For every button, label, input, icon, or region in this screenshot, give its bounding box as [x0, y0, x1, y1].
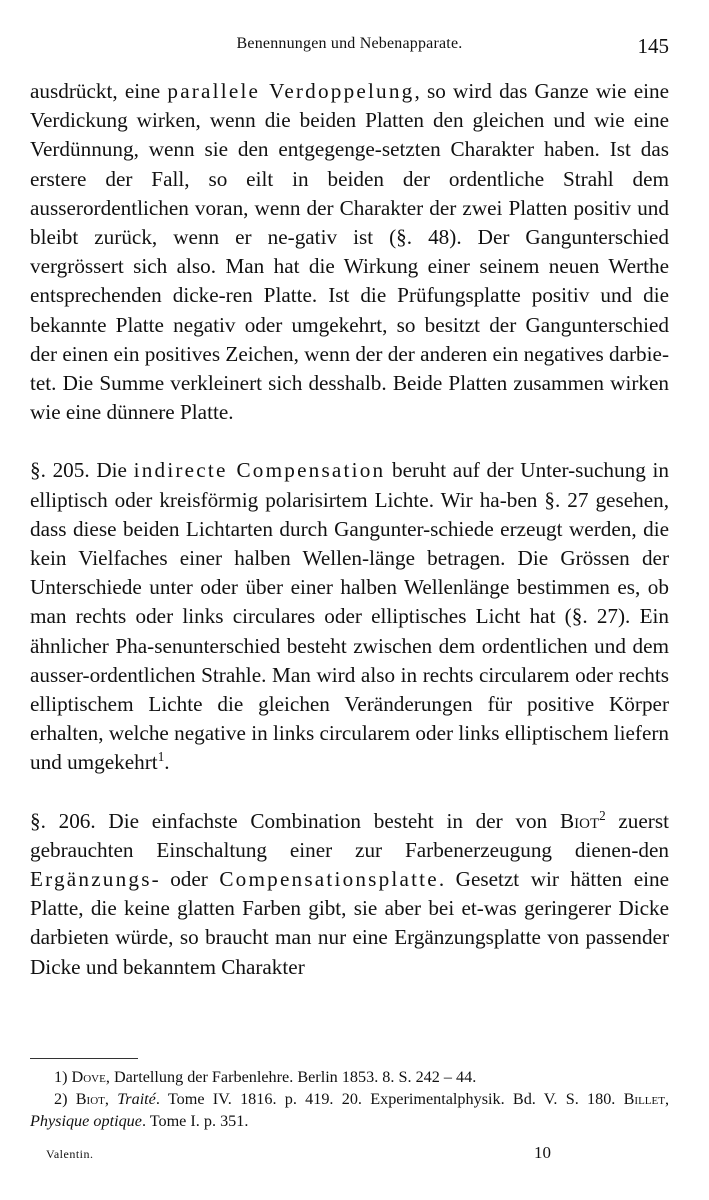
text-run: . Gesetzt wir hätten eine Platte, die keine glatten Farben gibt, sie aber bei et-was geringerer Dicke darbieten würde, so braucht man nur eine Ergänzungsplatte von passender Dicke und bekanntem Charakter	[30, 867, 669, 979]
author-name: Biot	[75, 1090, 105, 1108]
footnote-ref: 2	[599, 807, 606, 823]
paragraph-205	[30, 456, 669, 777]
footnote-number: 1)	[54, 1068, 68, 1086]
paragraph-continuation	[30, 77, 669, 427]
emphasized-term: parallele Verdoppelung	[167, 79, 415, 103]
footnote-ref: 1	[157, 749, 165, 765]
footnote-1	[30, 1066, 669, 1088]
work-title: Physique optique	[30, 1112, 142, 1130]
sheet-number: 10	[534, 1143, 551, 1162]
footnote-separator	[30, 1058, 138, 1059]
text-run: . Tome I. p. 351.	[141, 1112, 249, 1130]
text-run: zuerst gebrauchten Einschaltung einer zur Farbenerzeugung dienen-den	[30, 808, 669, 862]
text-run: ausdrückt, eine	[30, 79, 168, 103]
page-number: 145	[637, 34, 669, 58]
text-run: . Tome IV. 1816. p. 419. 20. Experimentalphysik. Bd. V. S. 180.	[155, 1090, 624, 1108]
author-name: Dove	[71, 1068, 106, 1086]
paragraph-gap	[30, 778, 669, 807]
emphasized-term: indirecte Compensation	[133, 458, 386, 483]
body-text	[30, 77, 669, 982]
footnote-2	[30, 1088, 669, 1132]
author-name: Biot	[559, 808, 600, 833]
work-title: Traité	[117, 1090, 156, 1108]
text-run: §. 205. Die	[30, 458, 134, 483]
author-name: Billet	[623, 1090, 665, 1108]
paragraph-206	[30, 807, 669, 982]
text-run: - oder	[151, 867, 220, 892]
footnotes	[30, 1066, 669, 1132]
text-run: .	[164, 750, 170, 775]
paragraph-gap	[30, 427, 669, 456]
running-title: Benennungen und Nebenapparate.	[236, 35, 463, 52]
footnote-number: 2)	[54, 1090, 68, 1108]
text-run: , Dartellung der Farbenlehre. Berlin 1853. 8. S. 242 – 44.	[105, 1068, 477, 1086]
page-header	[30, 28, 669, 58]
emphasized-term: Compensationsplatte	[219, 867, 439, 892]
printer-signature: Valentin.	[46, 1147, 94, 1161]
text-run: ,	[664, 1090, 670, 1108]
emphasized-term: Ergänzungs	[30, 867, 152, 892]
text-run: , so wird das Ganze wie eine Verdickung wirken, wenn die beiden Platten den gleichen und wie eine Verdünnung, wenn sie den entgegenge-setzten Charakter haben. Ist das erstere der Fall, so eilt in beiden der ordentliche Strahl dem ausserordentlichen voran, wenn der Charakter der zwei Platten positiv und bleibt zurück, wenn er ne-gativ ist (§. 48). Der Gangunterschied vergrössert sich also. Man hat die Wirkung einer seinem neuen Werthe entsprechenden dicke-ren Platte. Ist die Prüfungsplatte positiv und die bekannte Platte negativ oder umgekehrt, so besitzt der Gangunterschied der einen ein positives Zeichen, wenn der der anderen ein negatives darbie-tet. Die Summe verkleinert sich desshalb. Beide Platten zusammen wirken wie eine dünnere Platte.	[30, 79, 669, 425]
text-run: ,	[104, 1090, 118, 1108]
text-run: §. 206. Die einfachste Combination besteht in der von	[30, 808, 560, 833]
text-run: beruht auf der Unter-suchung in elliptisch oder kreisförmig polarisirtem Lichte. Wir ha-ben §. 27 gesehen, dass diese beiden Lichtarten durch Gangunter-schiede erzeugt werden, die kein Vielfaches einer halben Wellen-länge betragen. Die Grössen der Unterschiede unter oder über einer halben Wellenlänge bestimmen es, ob man rechts oder links circulares oder elliptisches Licht hat (§. 27). Ein ähnlicher Pha-senunterschied besteht zwischen dem ordentlichen und dem ausser-ordentlichen Strahle. Man wird also in rechts circularem oder rechts elliptischem Lichte die gleichen Veränderungen für positive Körper erhalten, welche negative in links circularem oder links elliptischem liefern und umgekehrt	[30, 458, 669, 775]
